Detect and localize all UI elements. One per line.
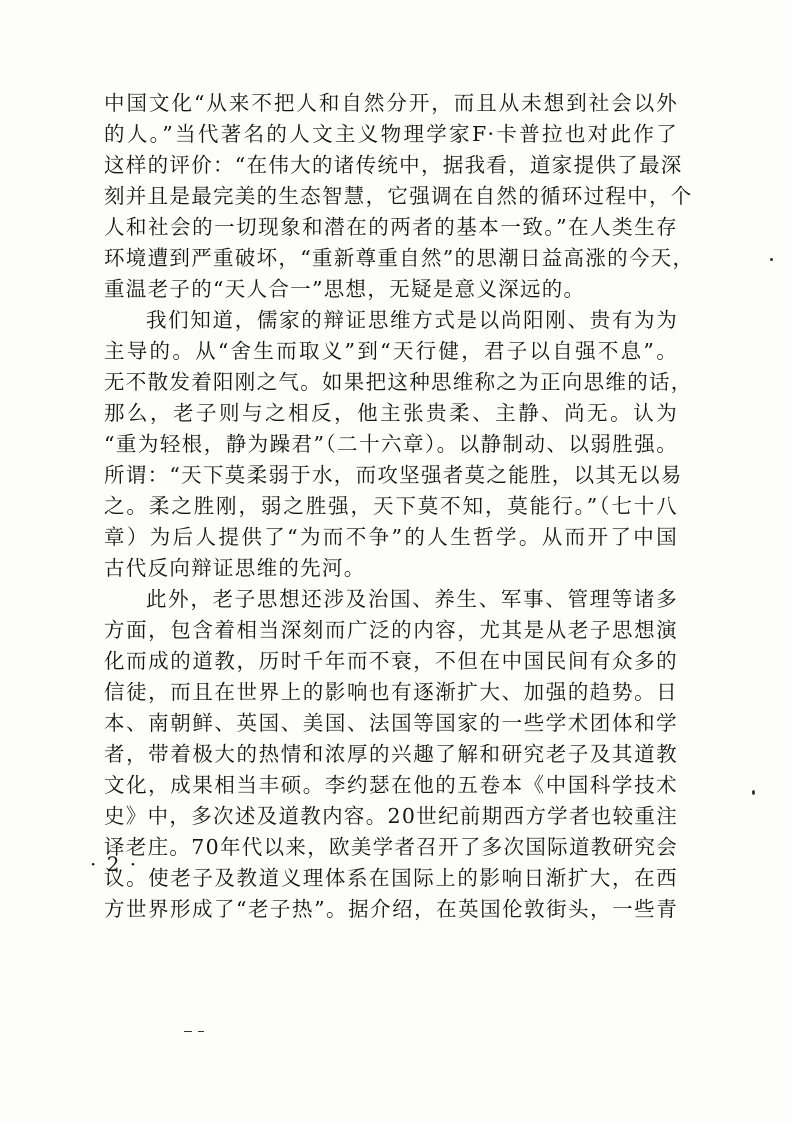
text-line: 之。柔之胜刚，弱之胜强，天下莫不知，莫能行。”（七十八 [104, 494, 678, 518]
text-line: 重温老子的“天人合一”思想，无疑是意义深远的。 [104, 277, 586, 301]
text-line: 议。使老子及教道义理体系在国际上的影响日渐扩大，在西 [104, 866, 678, 890]
text-line: 史》中，多次述及道教内容。20世纪前期西方学者也较重注 [104, 804, 678, 828]
text-line: 刻并且是最完美的生态智慧，它强调在自然的循环过程中，个 [104, 184, 693, 208]
text-line: 中国文化“从来不把人和自然分开，而且从未想到社会以外 [104, 91, 678, 115]
text-line: 译老庄。70年代以来，欧美学者召开了多次国际道教研究会 [104, 835, 678, 859]
scan-speck [752, 790, 755, 795]
text-line: 者，带着极大的热情和浓厚的兴趣了解和研究老子及其道教 [104, 742, 678, 766]
text-line: 方面，包含着相当深刻而广泛的内容，尤其是从老子思想演 [104, 618, 678, 642]
text-line: 化而成的道教，历时千年而不衰，不但在中国民间有众多的 [104, 649, 678, 673]
text-line: 古代反向辩证思维的先河。 [104, 556, 366, 580]
text-line: 信徒，而且在世界上的影响也有逐渐扩大、加强的趋势。日 [104, 680, 678, 704]
text-line: 环境遭到严重破坏，“重新尊重自然”的思潮日益高涨的今天， [104, 246, 695, 270]
text-line: 那么，老子则与之相反，他主张贵柔、主静、尚无。认为 [104, 401, 678, 425]
text-line: 本、南朝鲜、英国、美国、法国等国家的一些学术团体和学 [104, 711, 678, 735]
page-number: · 2 · [90, 852, 139, 876]
scan-speck [198, 1031, 204, 1032]
scan-speck [184, 1031, 192, 1032]
text-line: 这样的评价：“在伟大的诸传统中，据我看，道家提供了最深 [104, 153, 683, 177]
text-line: 所谓：“天下莫柔弱于水，而攻坚强者莫之能胜，以其无以易 [104, 463, 683, 487]
text-line: 方世界形成了“老子热”。据介绍，在英国伦敦街头，一些青 [104, 897, 678, 921]
text-line: 文化，成果相当丰硕。李约瑟在他的五卷本《中国科学技术 [104, 773, 678, 797]
text-line: 人和社会的一切现象和潜在的两者的基本一致。”在人类生存 [104, 215, 678, 239]
scan-speck [770, 258, 773, 261]
text-line: “重为轻根，静为躁君”（二十六章）。以静制动、以弱胜强。 [104, 432, 678, 456]
text-line: 的人。”当代著名的人文主义物理学家F·卡普拉也对此作了 [104, 122, 678, 146]
text-line: 无不散发着阳刚之气。如果把这种思维称之为正向思维的话， [104, 370, 693, 394]
text-line: 此外，老子思想还涉及治国、养生、军事、管理等诸多 [146, 587, 678, 611]
text-line: 章）为后人提供了“为而不争”的人生哲学。从而开了中国 [104, 525, 678, 549]
text-line: 我们知道，儒家的辩证思维方式是以尚阳刚、贵有为为 [146, 308, 678, 332]
text-line: 主导的。从“舍生而取义”到“天行健，君子以自强不息”。 [104, 339, 678, 363]
body-text [104, 88, 695, 925]
